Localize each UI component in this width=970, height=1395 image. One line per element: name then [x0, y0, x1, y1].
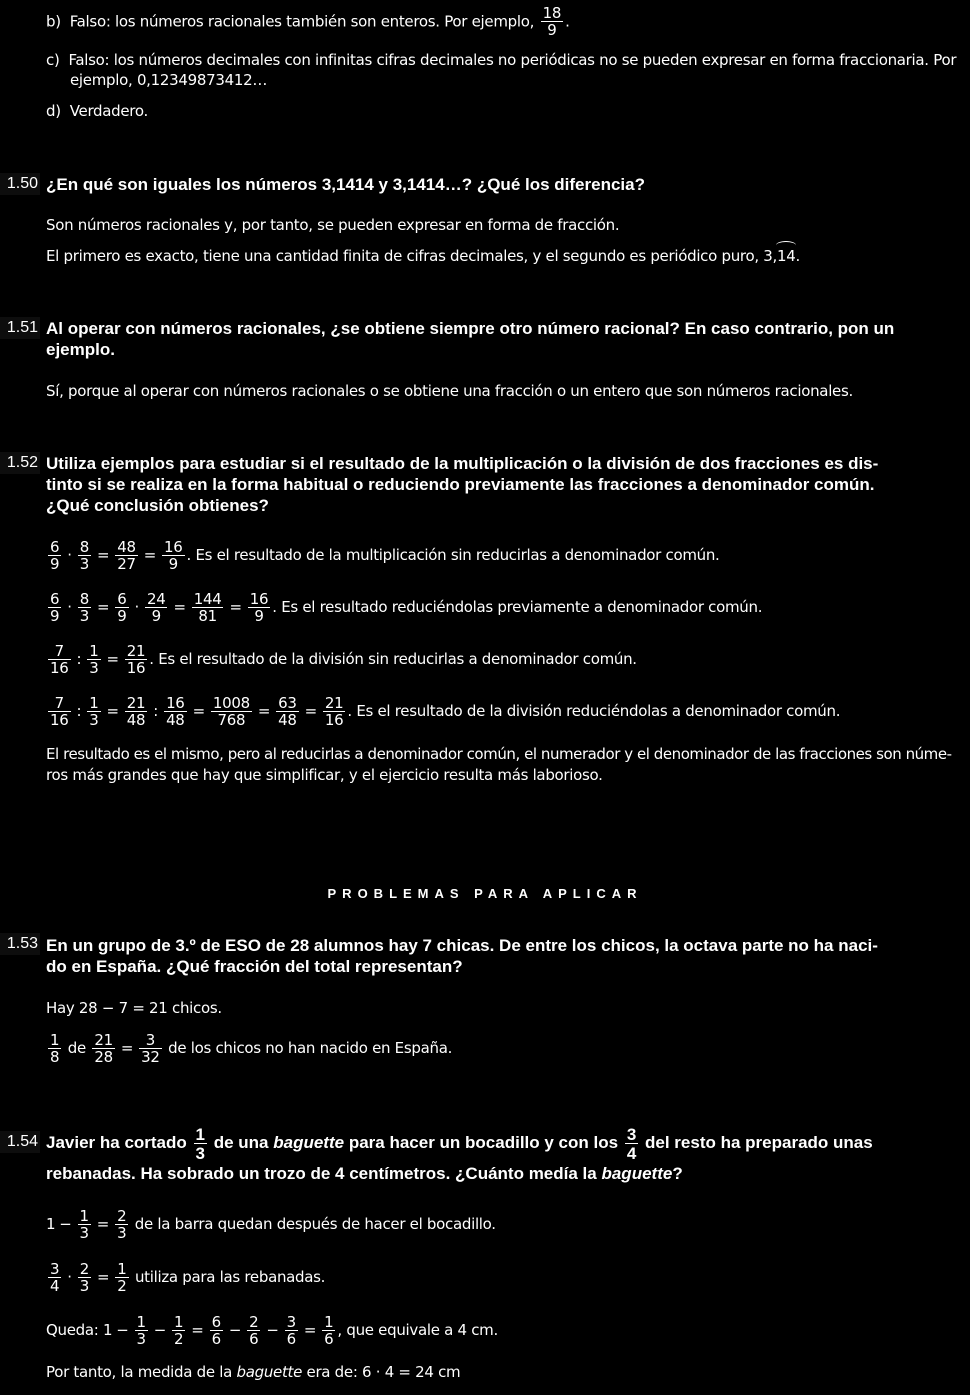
fraction: $\frac{6}{9}$ [117, 589, 127, 625]
fraction: $\frac{2}{3}$ [117, 1206, 127, 1242]
fraction: $\frac{6}{6}$ [211, 1312, 221, 1348]
fraction: $\frac{2}{3}$ [79, 1259, 89, 1295]
fraction: $\frac{16}{48}$ [166, 693, 185, 729]
calc-row-4: $\frac{7}{16}$ : $\frac{1}{3}$ = $\frac{21}{48}$ : $\frac{16}{48}$ = $\frac{1008}{768}$ = $\frac{63}{48}$ = $\frac{21}{16}$ . Es el resultado de la división reduciéndolas a denominador común. [50, 693, 841, 729]
prev-item-c-cont: ejemplo, 0,12349873412… [70, 71, 268, 89]
answer-line: Sí, porque al operar con números racionales o se obtiene una fracción o un entero que son números racionales. [46, 382, 853, 400]
answer-line: Hay 28 − 7 = 21 chicos. [46, 999, 222, 1017]
answer-line: Son números racionales y, por tanto, se pueden expresar en forma de fracción. [46, 216, 620, 234]
fraction: $\frac{1}{3}$ [195, 1124, 205, 1163]
problem-question-cont: rebanadas. Ha sobrado un trozo de 4 centímetros. ¿Cuánto medía la baguette? [46, 1164, 683, 1183]
fraction: $\frac{1}{2}$ [174, 1312, 184, 1348]
problem-question: Utiliza ejemplos para estudiar si el resultado de la multiplicación o la división de dos fracciones es dis- [46, 454, 879, 473]
fraction: $\frac{3}{4}$ [50, 1259, 60, 1295]
calc-row-3: $\frac{7}{16}$ : $\frac{1}{3}$ = $\frac{21}{16}$ . Es el resultado de la división sin reducirlas a denominador común. [50, 641, 637, 677]
prev-item-d [46, 101, 148, 121]
item-text: Verdadero. [69, 102, 148, 120]
fraction: $\frac{24}{9}$ [146, 589, 166, 625]
answer-calc-2: $\frac{3}{4}$ · $\frac{2}{3}$ = $\frac{1}{2}$ utiliza para las rebanadas. [50, 1259, 326, 1295]
fraction: $\frac{16}{9}$ [249, 589, 269, 625]
fraction: $\frac{2}{6}$ [249, 1312, 259, 1348]
fraction: $\frac{6}{9}$ [50, 589, 60, 625]
problem-number: 1.52 [0, 452, 40, 474]
answer-line: El primero es exacto, tiene una cantidad finita de cifras decimales, y el segundo es periódico puro, 3,14. [46, 247, 800, 265]
fraction: $\frac{21}{48}$ [126, 693, 146, 729]
problem-number: 1.54 [0, 1131, 40, 1153]
answer-final: Por tanto, la medida de la baguette era de: 6 · 4 = 24 cm [46, 1363, 461, 1381]
problem-question-cont: do en España. ¿Qué fracción del total representan? [46, 957, 463, 976]
problem-number: 1.50 [0, 173, 40, 195]
fraction: $\frac{3}{32}$ [141, 1030, 160, 1066]
conclusion-line: El resultado es el mismo, pero al reducirlas a denominador común, el numerador y el denominador de las fracciones son núme- [46, 745, 952, 763]
fraction: $\frac{1008}{768}$ [212, 693, 250, 729]
calc-row-1: $\frac{6}{9}$ · $\frac{8}{3}$ = $\frac{48}{27}$ = $\frac{16}{9}$ . Es el resultado de la multiplicación sin reducirlas a denominador común. [50, 537, 720, 573]
fraction: $\frac{7}{16}$ [50, 641, 69, 677]
prev-item-c [46, 50, 956, 70]
fraction: $\frac{8}{3}$ [79, 589, 89, 625]
fraction: $\frac{144}{81}$ [193, 589, 222, 625]
fraction: $\frac{6}{9}$ [50, 537, 60, 573]
problem-number: 1.53 [0, 933, 40, 955]
fraction: $\frac{48}{27}$ [117, 537, 136, 573]
problem-question: ¿En qué son iguales los números 3,1414 y 3,1414…? ¿Qué los diferencia? [46, 175, 645, 194]
fraction: $\frac{3}{4}$ [626, 1124, 637, 1163]
fraction: $\frac{1}{3}$ [89, 693, 99, 729]
fraction: $\frac{8}{3}$ [79, 537, 89, 573]
problem-question-cont: ¿Qué conclusión obtienes? [46, 496, 269, 515]
problem-question: Al operar con números racionales, ¿se obtiene siempre otro número racional? En caso contrario, pon un [46, 319, 895, 338]
item-letter: c) [46, 51, 60, 69]
fraction: $\frac{16}{9}$ [164, 537, 183, 573]
answer-calc-3: Queda: 1 − $\frac{1}{3}$ − $\frac{1}{2}$ = $\frac{6}{6}$ − $\frac{2}{6}$ − $\frac{3}{6}$ = $\frac{1}{6}$ , que equivale a 4 cm. [46, 1312, 498, 1348]
conclusion-line: ros más grandes que hay que simplificar, y el ejercicio resulta más laborioso. [46, 766, 603, 784]
answer-calc: $\frac{1}{8}$ de $\frac{21}{28}$ = $\frac{3}{32}$ de los chicos no han nacido en España. [50, 1030, 453, 1066]
fraction: $\frac{63}{48}$ [278, 693, 297, 729]
problem-question-cont: ejemplo. [46, 340, 115, 359]
section-heading: PROBLEMAS PARA APLICAR [327, 886, 643, 901]
fraction: $\frac{1}{8}$ [50, 1030, 60, 1066]
period-arc: 14 [776, 247, 796, 265]
answer-calc-1: 1 − $\frac{1}{3}$ = $\frac{2}{3}$ de la barra quedan después de hacer el bocadillo. [46, 1206, 496, 1242]
item-text: Falso: los números decimales con infinitas cifras decimales no periódicas no se pueden expresar en forma fraccionaria. Por [68, 51, 957, 69]
fraction: $\frac{3}{6}$ [286, 1312, 296, 1348]
fraction: $\frac{7}{16}$ [50, 693, 69, 729]
problem-question-cont: tinto si se realiza en la forma habitual o reduciendo previamente las fracciones a denominador común. [46, 475, 875, 494]
fraction: $\frac{21}{16}$ [324, 693, 344, 729]
fraction: $\frac{1}{3}$ [136, 1312, 146, 1348]
prev-item-b: b) Falso: los números racionales también son enteros. Por ejemplo, $\frac{18}{9}$ . [46, 4, 570, 39]
fraction: $\frac{1}{2}$ [117, 1259, 127, 1295]
item-letter: d) [46, 102, 61, 120]
item-text: Falso: los números racionales también son enteros. Por ejemplo, [69, 12, 535, 31]
calc-row-2: $\frac{6}{9}$ · $\frac{8}{3}$ = $\frac{6}{9}$ · $\frac{24}{9}$ = $\frac{144}{81}$ = $\frac{16}{9}$ . Es el resultado reduciéndolas previamente a denominador común. [50, 589, 763, 625]
problem-number: 1.51 [0, 317, 40, 339]
item-letter: b) [46, 12, 61, 31]
fraction: $\frac{18}{9}$ [542, 4, 562, 39]
fraction: $\frac{1}{3}$ [89, 641, 99, 677]
problem-question: En un grupo de 3.º de ESO de 28 alumnos hay 7 chicas. De entre los chicos, la octava parte no ha naci- [46, 936, 878, 955]
fraction: $\frac{1}{3}$ [79, 1206, 89, 1242]
fraction: $\frac{1}{6}$ [324, 1312, 334, 1348]
fraction: $\frac{21}{28}$ [94, 1030, 113, 1066]
fraction: $\frac{21}{16}$ [126, 641, 146, 677]
problem-question: Javier ha cortado $\frac{1}{3}$ de una baguette para hacer un bocadillo y con los $\frac{3}{4}$ del resto ha preparado unas [46, 1124, 873, 1163]
